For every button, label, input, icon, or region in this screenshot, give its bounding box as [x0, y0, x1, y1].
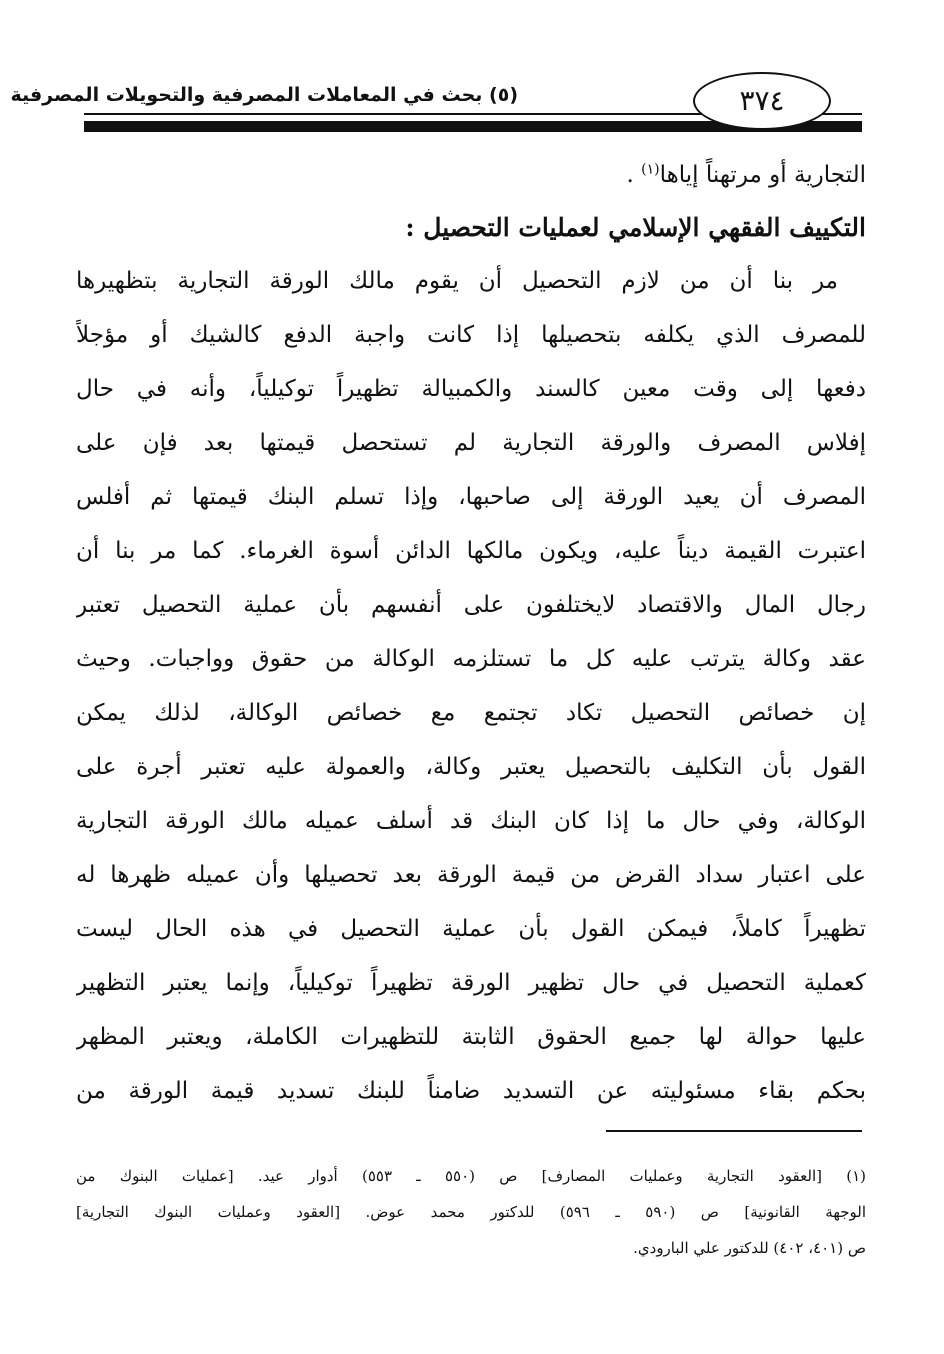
body-line: دفعها إلى وقت معين كالسند والكمبيالة تظهيراً توكيلياً، وأنه في حال: [76, 376, 866, 402]
body-line: عقد وكالة يترتب عليه كل ما تستلزمه الوكالة من حقوق وواجبات. وحيث: [76, 646, 866, 672]
running-title: (٥) بحث في المعاملات المصرفية والتحويلات المصرفية: [10, 84, 518, 106]
body-line: إن خصائص التحصيل تكاد تجتمع مع خصائص الوكالة، لذلك يمكن: [76, 700, 866, 726]
footnotes: [76, 1158, 866, 1266]
page-number: ٣٧٤: [739, 84, 785, 117]
body-line: بحكم بقاء مسئوليته عن التسديد ضامناً للبنك تسديد قيمة الورقة من: [76, 1078, 866, 1104]
continuation-end: .: [626, 162, 642, 188]
body-line: إفلاس المصرف والورقة التجارية لم تستحصل قيمتها بعد فإن على: [76, 430, 866, 456]
body-line: الوكالة، وفي حال ما إذا كان البنك قد أسلف عميله مالك الورقة التجارية: [76, 808, 866, 834]
page-number-oval: [693, 72, 831, 130]
body-line: تظهيراً كاملاً، فيمكن القول بأن عملية التحصيل في هذه الحال ليست: [76, 916, 866, 942]
footnote-line: (١) [العقود التجارية وعمليات المصارف] ص (٥٥٠ ـ ٥٥٣) أدوار عيد. [عمليات البنوك من: [76, 1167, 866, 1185]
body-line: القول بأن التكليف بالتحصيل يعتبر وكالة، والعمولة عليه تعتبر أجرة على: [76, 754, 866, 780]
footnote-reference: (١): [641, 161, 660, 178]
body-line: عليها حوالة لها جميع الحقوق الثابتة للتظهيرات الكاملة، ويعتبر المظهر: [76, 1024, 866, 1050]
footnote-line: الوجهة القانونية] ص (٥٩٠ ـ ٥٩٦) للدكتور محمد عوض. [العقود وعمليات البنوك التجارية]: [76, 1203, 866, 1221]
continuation-text: التجارية أو مرتهناً إياها: [659, 162, 866, 188]
body-line: رجال المال والاقتصاد لايختلفون على أنفسهم بأن عملية التحصيل تعتبر: [76, 592, 866, 618]
body-text: [76, 148, 866, 1118]
body-line: المصرف أن يعيد الورقة إلى صاحبها، وإذا تسلم البنك قيمتها ثم أفلس: [76, 484, 866, 510]
section-heading: التكييف الفقهي الإسلامي لعمليات التحصيل :: [405, 213, 866, 242]
footnote-line: ص (٤٠١، ٤٠٢) للدكتور علي البارودي.: [633, 1239, 866, 1257]
body-line: كعملية التحصيل في حال تظهير الورقة تظهيراً توكيلياً، وإنما يعتبر التظهير: [76, 970, 866, 996]
body-line: اعتبرت القيمة ديناً عليه، ويكون مالكها الدائن أسوة الغرماء. كما مر بنا أن: [76, 538, 866, 564]
body-line: للمصرف الذي يكلفه بتحصيلها إذا كانت واجبة الدفع كالشيك أو مؤجلاً: [76, 322, 866, 348]
body-line: مر بنا أن من لازم التحصيل أن يقوم مالك الورقة التجارية بتظهيرها: [76, 268, 838, 294]
body-line: على اعتبار سداد القرض من قيمة الورقة بعد تحصيلها وأن عميله ظهرها له: [76, 862, 866, 888]
footnote-separator: [606, 1130, 862, 1132]
body-line-continuation: [76, 148, 866, 202]
